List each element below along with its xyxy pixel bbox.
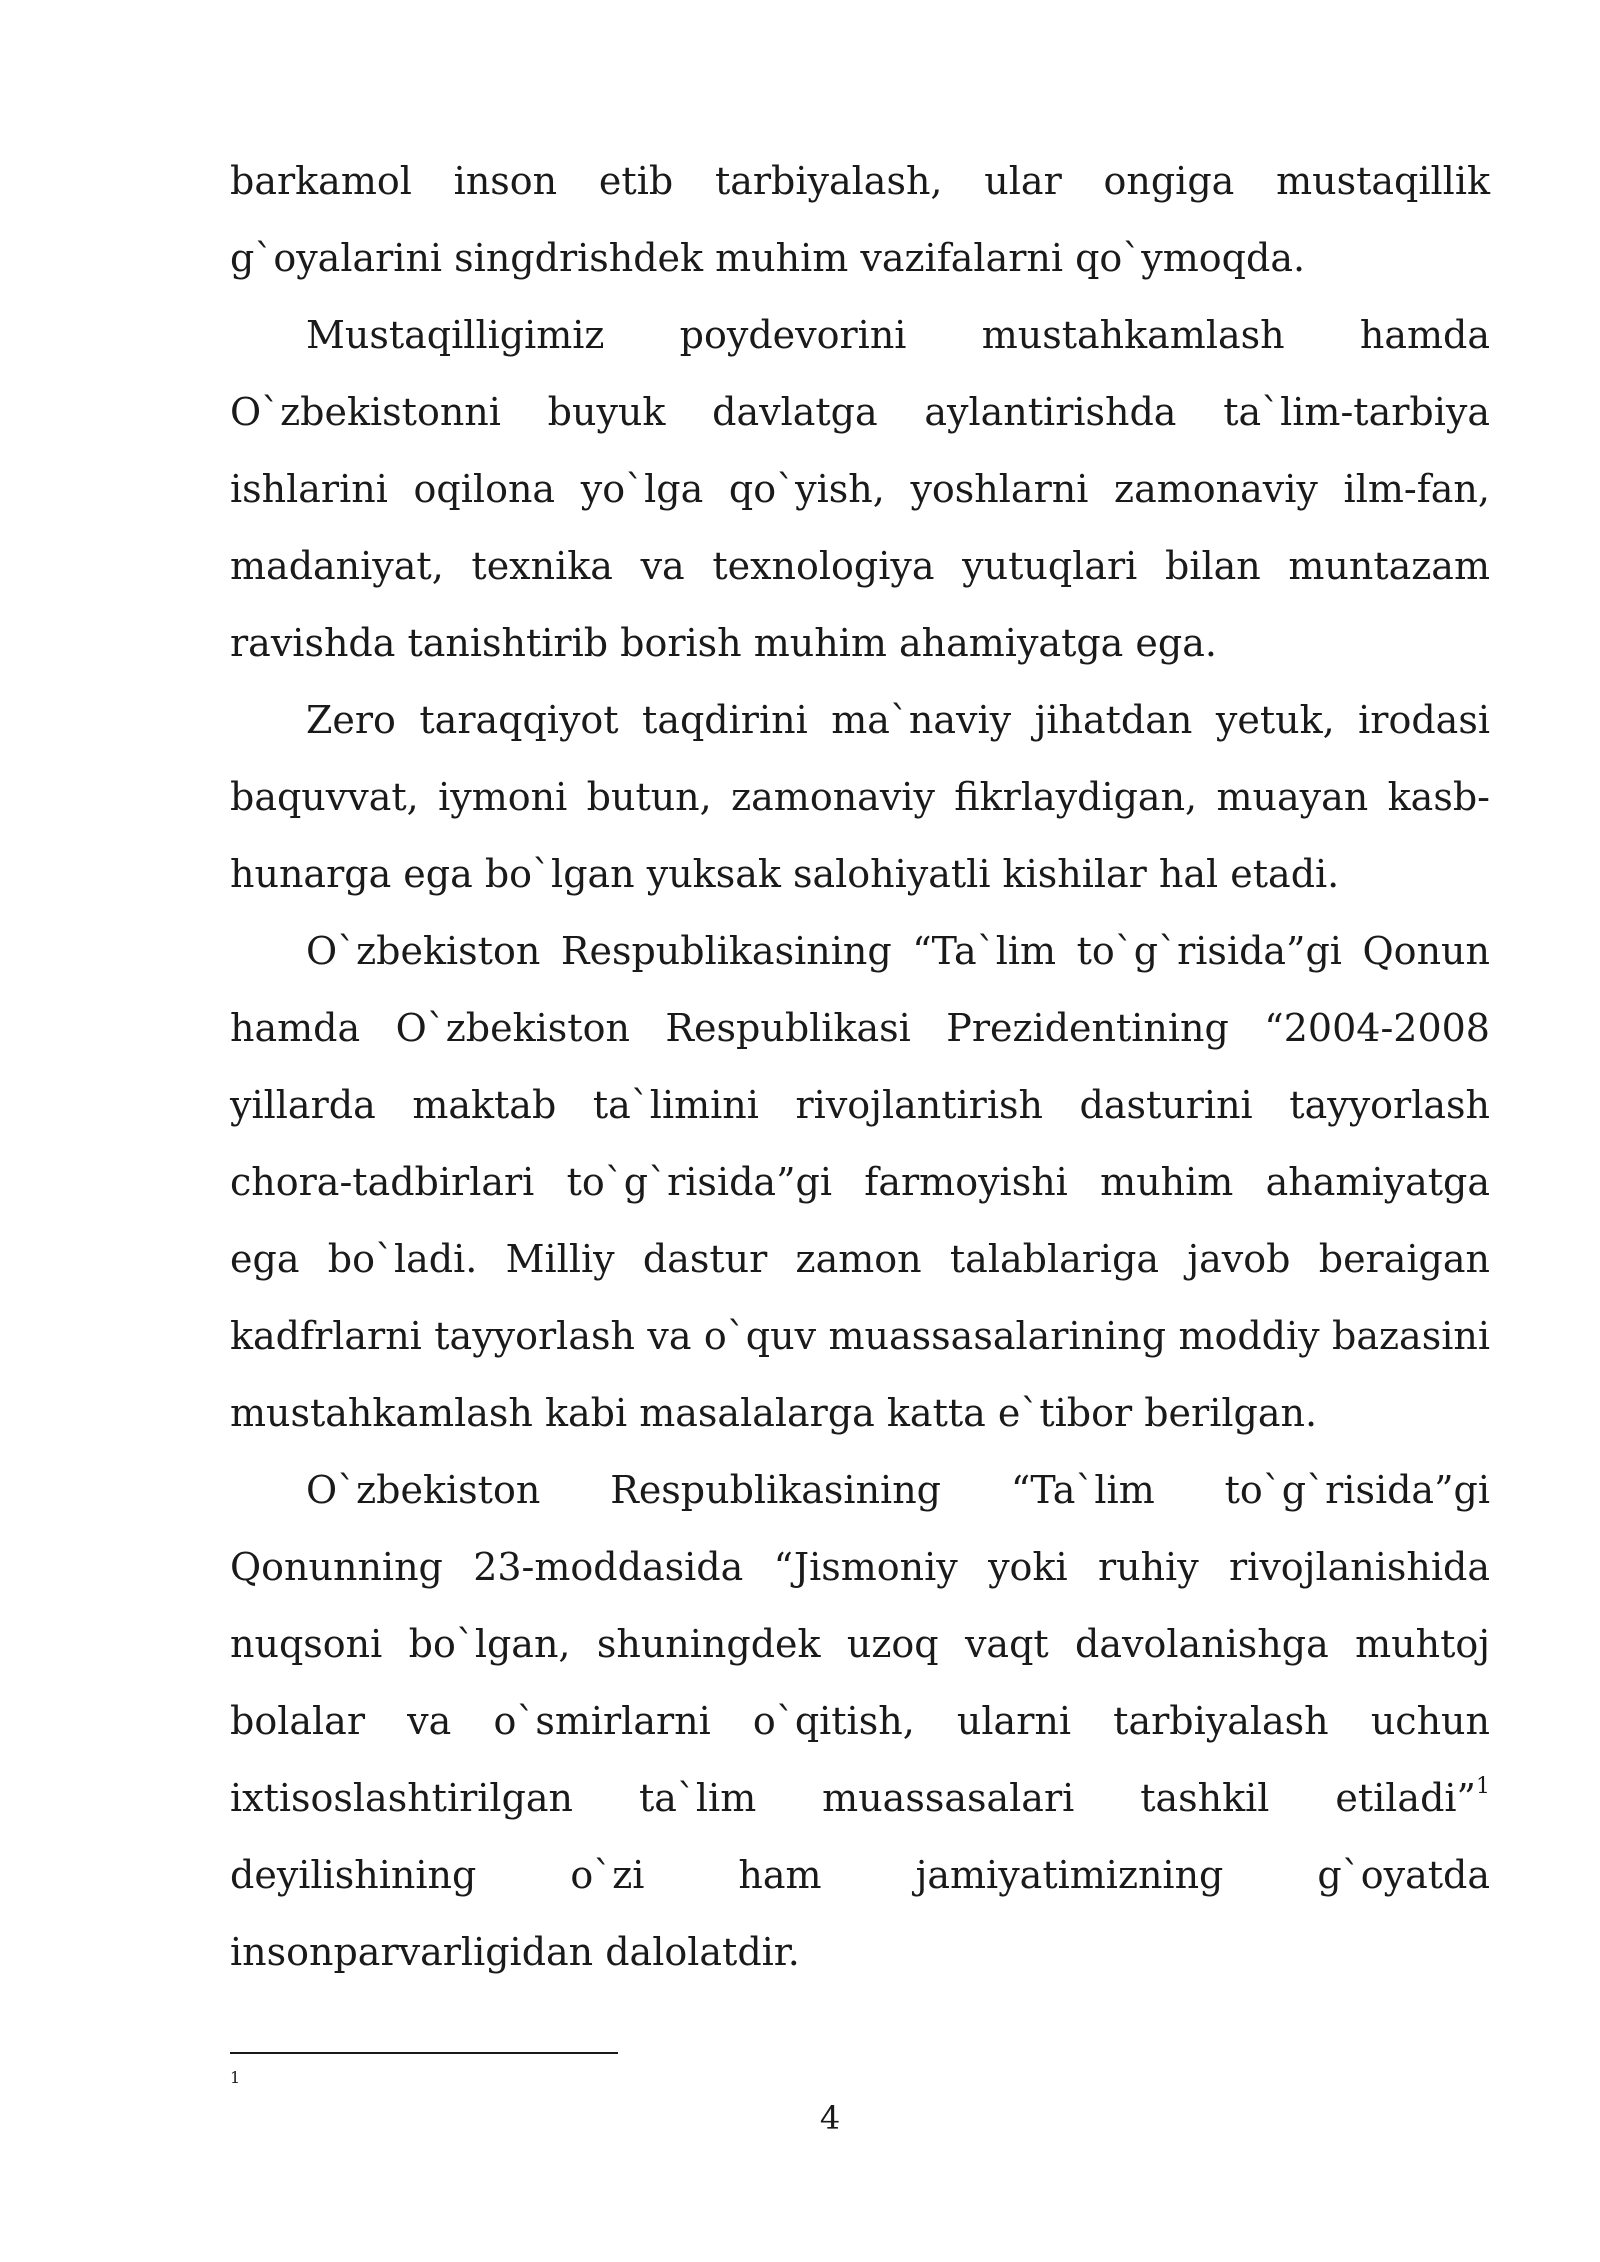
footnote-reference[interactable]: 1 [1476, 1774, 1490, 1800]
paragraph-4: O`zbekiston Respublikasining “Ta`lim to`g`risida”gi Qonun hamda O`zbekiston Respublikasi Prezidentining “2004-2008 yillarda maktab ta`limini rivojlantirish dasturini tayyorlash chora-tadbirlari to`g`risida”gi farmoyishi muhim ahamiyatga ega bo`ladi. Milliy dastur zamon talablariga javob beraigan kadfrlarni tayyorlash va o`quv muassasalarining moddiy bazasini mustahkamlash kabi masalalarga katta e`tibor berilgan. [230, 929, 1490, 1435]
paragraph-5 [230, 1452, 1490, 1991]
page-number: 4 [819, 2099, 841, 2137]
footnote-separator [230, 2052, 618, 2054]
paragraph-2: Mustaqilligimiz poydevorini mustahkamlash hamda O`zbekistonni buyuk davlatga aylantirishda ta`lim-tarbiya ishlarini oqilona yo`lga qo`yish, yoshlarni zamonaviy ilm-fan, madaniyat, texnika va texnologiya yutuqlari bilan muntazam ravishda tanishtirib borish muhim ahamiyatga ega. [230, 313, 1490, 665]
paragraph-1: barkamol inson etib tarbiyalash, ular ongiga mustaqillik g`oyalarini singdrishdek muhim vazifalarni qo`ymoqda. [230, 159, 1490, 280]
paragraph-5-text-start: O`zbekiston Respublikasining “Ta`lim to`g`risida”gi Qonunning 23-moddasida “Jismoniy yoki ruhiy rivojlanishida nuqsoni bo`lgan, shuningdek uzoq vaqt davolanishga muhtoj bolalar va o`smirlarni o`qitish, ularni tarbiyalash uchun ixtisoslashtirilgan ta`lim muassasalari tashkil etiladi” [230, 1468, 1490, 1820]
body-text [230, 143, 1490, 1991]
paragraph-5-text-end: deyilishining o`zi ham jamiyatimizning g`oyatda insonparvarligidan dalolatdir. [230, 1853, 1490, 1974]
footnote-mark: 1 [230, 2068, 241, 2087]
paragraph-3: Zero taraqqiyot taqdirini ma`naviy jihatdan yetuk, irodasi baquvvat, iymoni butun, zamonaviy fikrlaydigan, muayan kasb-hunarga ega bo`lgan yuksak salohiyatli kishilar hal etadi. [230, 698, 1490, 896]
